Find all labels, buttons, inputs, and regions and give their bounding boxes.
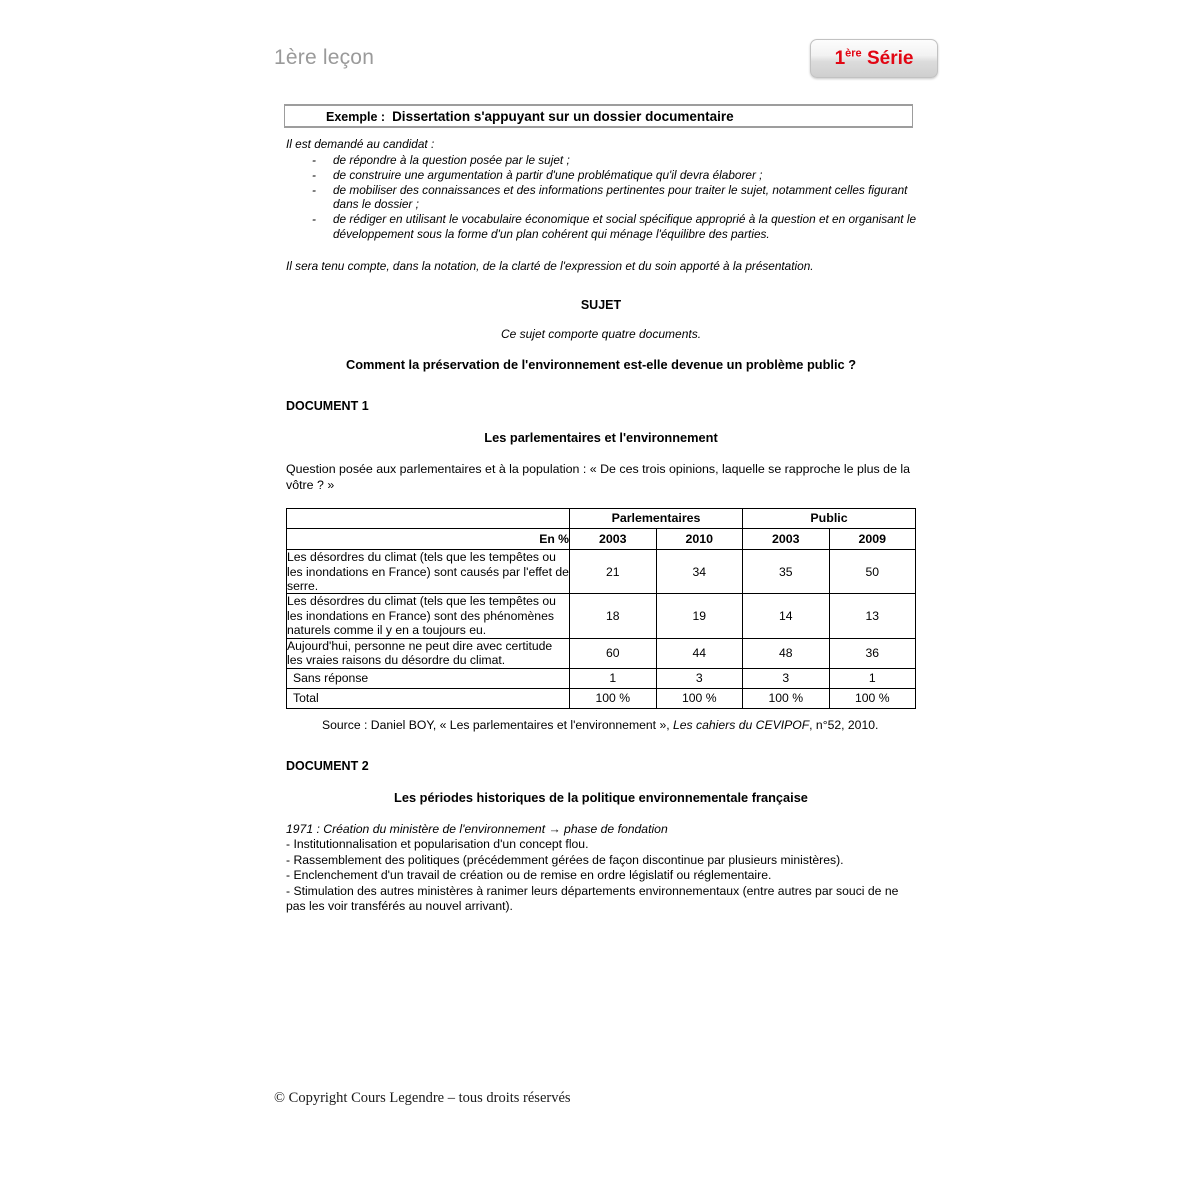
sujet-question: Comment la préservation de l'environnement est-elle devenue un problème public ? [345, 357, 857, 373]
list-item-text: de construire une argumentation à partir d'une problématique qu'il devra élaborer ; [333, 167, 763, 182]
serie-badge-text [835, 49, 914, 68]
document2-body [286, 822, 916, 916]
group-header-parlementaires: Parlementaires [570, 509, 743, 529]
sujet-heading: SUJET [580, 298, 622, 313]
footer-copyright: © Copyright Cours Legendre – tous droits réservés [274, 1090, 571, 1106]
row-value: 34 [656, 550, 743, 594]
document1-source [286, 718, 916, 732]
document2-title: Les périodes historiques de la politique environnementale française [394, 789, 808, 805]
row-value: 48 [743, 638, 830, 668]
row-value: 3 [743, 668, 830, 688]
sujet-note: Ce sujet comporte quatre documents. [500, 327, 702, 342]
list-item-text: de rédiger en utilisant le vocabulaire économique et social spécifique approprié à la question et en organisant le développement sous la forme d'un plan cohérent qui ménage l'équilibre des parties. [333, 212, 917, 242]
row-value: 21 [570, 550, 657, 594]
row-value: 50 [829, 550, 916, 594]
table-row [287, 668, 916, 688]
row-value: 100 % [656, 688, 743, 708]
column-header-year: 2003 [570, 529, 657, 550]
row-label: Les désordres du climat (tels que les tempêtes ou les inondations en France) sont des phénomènes naturels comme il y en a toujours eu. [287, 594, 570, 638]
exemple-title: Dissertation s'appuyant sur un dossier documentaire [392, 108, 734, 124]
lesson-title: 1ère leçon [274, 46, 375, 69]
table-corner-cell [287, 509, 570, 529]
row-value: 3 [656, 668, 743, 688]
row-value: 44 [656, 638, 743, 668]
source-publication: Les cahiers du CEVIPOF [673, 717, 810, 732]
document2-bullet: - Rassemblement des politiques (précédemment gérées de façon discontinue par plusieurs ministères). [286, 852, 844, 867]
table-group-header-row [287, 509, 916, 529]
document2-bullet: - Institutionnalisation et popularisation d'un concept flou. [286, 837, 589, 852]
document-body [286, 137, 916, 915]
list-item [286, 183, 916, 212]
row-value: 100 % [829, 688, 916, 708]
column-header-year: 2003 [743, 529, 830, 550]
notation-note: Il sera tenu compte, dans la notation, de la clarté de l'expression et du soin apporté à la présentation. [286, 258, 814, 273]
row-value: 1 [570, 668, 657, 688]
row-label: Les désordres du climat (tels que les tempêtes ou les inondations en France) sont causés par l'effet de serre. [287, 550, 569, 594]
document1-question: Question posée aux parlementaires et à la population : « De ces trois opinions, laquelle se rapproche le plus de la vôtre ? » [286, 462, 911, 492]
table-row [287, 638, 916, 668]
list-item-text: de répondre à la question posée par le sujet ; [333, 152, 570, 167]
list-item [286, 153, 916, 168]
serie-number: 1 [834, 48, 846, 69]
row-value: 19 [656, 594, 743, 638]
serie-label: Série [866, 48, 914, 69]
dash-marker: - [312, 182, 316, 197]
list-item [286, 212, 916, 241]
document2-intro: 1971 : Création du ministère de l'environnement → phase de fondation [286, 821, 668, 836]
instructions-list [286, 153, 916, 242]
row-label: Aujourd'hui, personne ne peut dire avec certitude les vraies raisons du désordre du climat. [287, 638, 570, 668]
source-prefix: Source : Daniel BOY, « Les parlementaires et l'environnement », [322, 717, 670, 732]
dash-marker: - [312, 152, 316, 167]
instructions-block [286, 137, 916, 273]
column-header-year: 2010 [656, 529, 743, 550]
list-item-text: de mobiliser des connaissances et des informations pertinentes pour traiter le sujet, notamment celles figurant dans le dossier ; [333, 182, 908, 212]
row-value: 18 [570, 594, 657, 638]
exemple-banner [284, 104, 913, 128]
page-header [0, 42, 1200, 90]
column-header-year: 2009 [829, 529, 916, 550]
survey-table-wrap [286, 508, 916, 708]
row-value: 100 % [570, 688, 657, 708]
table-row [287, 550, 916, 594]
exemple-banner-inner [326, 109, 734, 124]
survey-table [286, 508, 916, 708]
source-suffix: , n°52, 2010. [809, 717, 879, 732]
serie-badge [810, 39, 938, 78]
document2-bullet: - Enclenchement d'un travail de création ou de remise en ordre législatif ou réglementaire. [286, 868, 772, 883]
list-item [286, 168, 916, 183]
document1-title: Les parlementaires et l'environnement [484, 430, 718, 446]
dash-marker: - [312, 167, 316, 182]
serie-ordinal-suffix: ère [845, 47, 862, 60]
row-value: 13 [829, 594, 916, 638]
dash-marker: - [312, 212, 316, 227]
table-column-header-row [287, 529, 916, 550]
row-label: Total [287, 688, 570, 708]
row-label: Sans réponse [287, 668, 570, 688]
row-value: 36 [829, 638, 916, 668]
document2-bullet: - Stimulation des autres ministères à ranimer leurs départements environnementaux (entre autres par souci de ne pas les voir transférés au nouvel arrivant). [286, 883, 899, 914]
document1-label: DOCUMENT 1 [286, 399, 369, 414]
group-header-public: Public [743, 509, 916, 529]
row-value: 100 % [743, 688, 830, 708]
table-row [287, 594, 916, 638]
unit-label-cell: En % [287, 529, 570, 550]
row-value: 35 [743, 550, 830, 594]
document2-label: DOCUMENT 2 [286, 758, 369, 773]
row-value: 14 [743, 594, 830, 638]
instructions-lead: Il est demandé au candidat : [286, 137, 435, 151]
survey-table-head [287, 509, 916, 550]
exemple-label: Exemple : [326, 109, 386, 124]
row-value: 60 [570, 638, 657, 668]
row-value: 1 [829, 668, 916, 688]
survey-table-body [287, 550, 916, 708]
table-row [287, 688, 916, 708]
